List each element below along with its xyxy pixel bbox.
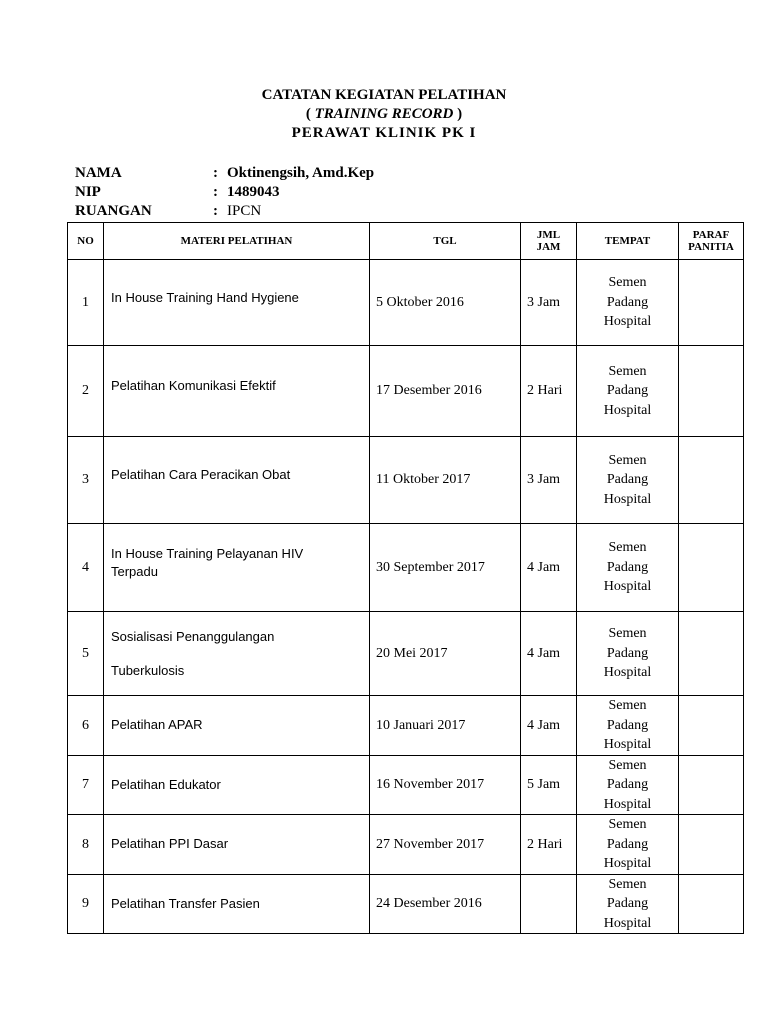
cell-jml: 4 Jam [521,696,577,756]
cell-tempat [577,346,679,437]
nip-value: 1489043 [227,184,280,200]
tempat-line-3: Hospital [603,915,652,931]
tempat-line-3: Hospital [603,402,652,418]
table-row [68,815,744,875]
header-no: NO [68,223,104,260]
cell-jml [521,874,577,934]
tempat-line-2: Padang [606,559,649,575]
cell-tgl: 10 Januari 2017 [370,696,521,756]
tempat-line-1: Semen [608,626,647,642]
tempat-line-1: Semen [608,540,647,556]
cell-paraf [679,612,744,696]
header-jml: JML JAM [521,223,577,260]
cell-materi [104,696,370,756]
cell-materi [104,755,370,815]
tempat-line-2: Padang [606,472,649,488]
title-line-3: PERAWAT KLINIK PK I [291,125,477,141]
title-subtitle: TRAINING RECORD [314,106,454,122]
document-title [0,86,768,143]
tempat-line-2: Padang [606,777,649,792]
info-row-ruangan [75,202,374,221]
tempat-line-2: Padang [606,717,649,733]
cell-no: 3 [68,437,104,524]
personal-info [75,164,374,221]
cell-materi [104,524,370,612]
nama-value: Oktinengsih, Amd.Kep [227,165,375,181]
cell-tempat [577,260,679,346]
tempat-line-3: Hospital [603,314,652,330]
table-header-row [68,223,744,260]
tempat-line-3: Hospital [603,665,652,681]
materi-line-1: Pelatihan PPI Dasar [111,836,229,852]
cell-jml: 3 Jam [521,437,577,524]
cell-no: 8 [68,815,104,875]
table-row [68,524,744,612]
cell-paraf [679,874,744,934]
cell-materi [104,815,370,875]
tempat-line-1: Semen [608,817,647,832]
tempat-line-2: Padang [606,294,649,310]
cell-tgl: 30 September 2017 [370,524,521,612]
tempat-line-2: Padang [606,645,649,661]
cell-tgl: 5 Oktober 2016 [370,260,521,346]
cell-jml: 3 Jam [521,260,577,346]
title-paren-close: ) [453,106,463,122]
materi-line-1: In House Training Pelayanan HIV [111,545,304,561]
materi-line-1: Pelatihan APAR [111,717,203,733]
cell-materi [104,874,370,934]
materi-line-2: Terpadu [111,563,158,579]
training-record-table [67,222,744,934]
cell-paraf [679,346,744,437]
cell-paraf [679,696,744,756]
materi-line-1: Pelatihan Komunikasi Efektif [111,378,276,393]
table-row [68,437,744,524]
cell-jml: 2 Hari [521,346,577,437]
tempat-line-2: Padang [606,836,649,852]
cell-tgl: 20 Mei 2017 [370,612,521,696]
table-row [68,874,744,934]
ruangan-label: RUANGAN [75,203,152,219]
materi-line-1: Pelatihan Edukator [111,776,221,792]
cell-paraf [679,755,744,815]
cell-tempat [577,696,679,756]
cell-paraf [679,815,744,875]
table-row [68,696,744,756]
cell-no: 2 [68,346,104,437]
title-line-1: CATATAN KEGIATAN PELATIHAN [261,87,507,103]
cell-materi [104,437,370,524]
title-paren-open: ( [305,106,315,122]
materi-line-1: Pelatihan Cara Peracikan Obat [111,467,291,482]
cell-jml: 4 Jam [521,524,577,612]
tempat-line-3: Hospital [603,856,652,871]
cell-tgl: 11 Oktober 2017 [370,437,521,524]
header-tempat: TEMPAT [577,223,679,260]
materi-line-2: Tuberkulosis [111,662,185,678]
table-row [68,260,744,346]
cell-no: 5 [68,612,104,696]
tempat-line-1: Semen [608,363,647,379]
nama-label: NAMA [75,165,122,181]
tempat-line-1: Semen [608,698,647,713]
cell-jml: 2 Hari [521,815,577,875]
tempat-line-2: Padang [606,896,649,911]
info-row-nip [75,183,374,202]
cell-tgl: 27 November 2017 [370,815,521,875]
nip-colon: : [213,184,218,200]
cell-tempat [577,755,679,815]
cell-materi [104,260,370,346]
tempat-line-1: Semen [608,452,647,468]
info-row-nama [75,164,374,183]
tempat-line-1: Semen [608,876,647,892]
header-materi: MATERI PELATIHAN [104,223,370,260]
title-line-2 [0,105,768,124]
cell-no: 6 [68,696,104,756]
cell-jml: 5 Jam [521,755,577,815]
cell-tgl: 24 Desember 2016 [370,874,521,934]
cell-tgl: 17 Desember 2016 [370,346,521,437]
nama-colon: : [213,165,218,181]
cell-tempat [577,815,679,875]
cell-tempat [577,524,679,612]
cell-tempat [577,437,679,524]
cell-tgl: 16 November 2017 [370,755,521,815]
header-paraf: PARAF PANITIA [679,223,744,260]
cell-jml: 4 Jam [521,612,577,696]
table-row [68,346,744,437]
materi-line-1: In House Training Hand Hygiene [111,289,299,305]
tempat-line-1: Semen [608,757,647,773]
tempat-line-3: Hospital [603,737,652,752]
cell-paraf [679,260,744,346]
tempat-line-2: Padang [606,383,649,399]
materi-line-1: Sosialisasi Penanggulangan [111,628,275,644]
header-tgl: TGL [370,223,521,260]
cell-materi [104,346,370,437]
tempat-line-3: Hospital [603,796,652,812]
table-row [68,755,744,815]
cell-no: 7 [68,755,104,815]
cell-materi [104,612,370,696]
table-row [68,612,744,696]
nip-label: NIP [75,184,101,200]
ruangan-value: IPCN [227,203,262,219]
cell-tempat [577,612,679,696]
ruangan-colon: : [213,203,218,219]
materi-line-1: Pelatihan Transfer Pasien [111,895,260,911]
cell-no: 4 [68,524,104,612]
tempat-line-3: Hospital [603,579,652,595]
tempat-line-1: Semen [608,275,647,291]
cell-paraf [679,524,744,612]
tempat-line-3: Hospital [603,491,652,507]
cell-paraf [679,437,744,524]
cell-no: 1 [68,260,104,346]
cell-tempat [577,874,679,934]
cell-no: 9 [68,874,104,934]
